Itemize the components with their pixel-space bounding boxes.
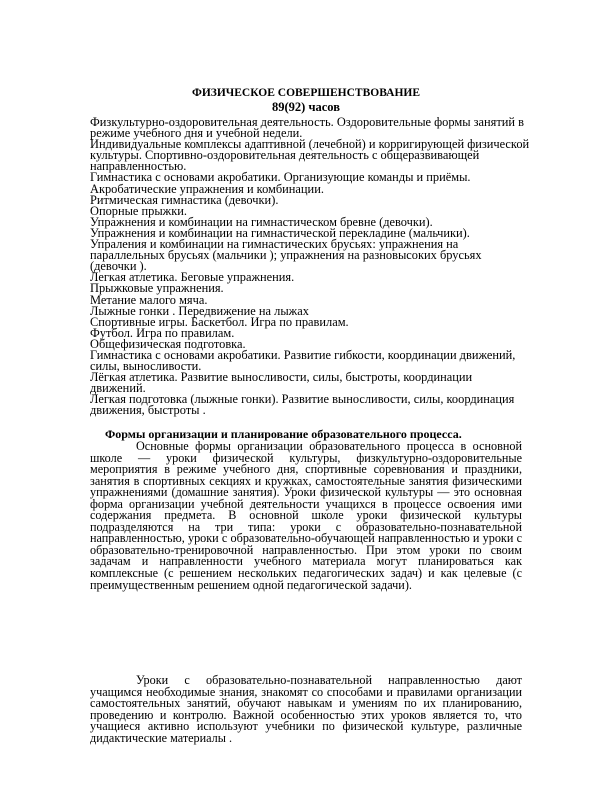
list-item: Упражнения и комбинации на гимнастической перекладине (мальчики). [90, 225, 470, 240]
list-item: Индивидуальные комплексы адаптивной (лечебной) и корригирующей физической культуры. Спортивно-оздоровительная деятельность с общеразвивающей направленностью. [90, 137, 530, 174]
list-item: Гимнастика с основами акробатики. Развитие гибкости, координации движений, силы, выносливости. [90, 347, 516, 374]
list-item: Лыжные гонки . Передвижение на лыжах [90, 303, 309, 318]
document-title: ФИЗИЧЕСКОЕ СОВЕРШЕНСТВОВАНИЕ [191, 87, 421, 99]
list-item: Метание малого мяча. [90, 292, 208, 307]
list-item: Лёгкая атлетика. Развитие выносливости, силы, быстроты, координации движений. [90, 370, 473, 396]
list-item: Упражнения и комбинации на гимнастическом бревне (девочки). [90, 214, 433, 229]
list-item: Общефизическая подготовка. [90, 336, 246, 351]
list-item: Легкая подготовка (лыжные гонки). Развитие выносливости, силы, координация движения, быстроты . [90, 392, 515, 418]
list-item: Опорные прыжки. [90, 203, 187, 218]
list-item: Ритмическая гимнастика (девочки). [90, 192, 279, 207]
list-item: Футбол. Игра по правилам. [90, 325, 235, 340]
list-item: Прыжковые упражнения. [90, 281, 224, 296]
section-heading: Формы организации и планирование образовательного процесса. [105, 427, 462, 441]
list-item: Легкая атлетика. Беговые упражнения. [90, 270, 295, 285]
body-paragraph: Уроки с образовательно-познавательной направленностью дают учащимся необходимые знания, знакомят со способами и правилами организации самостоятельных занятий, обучают навыкам и умениям по их планированию, проведению и контролю. Важной особенностью этих уроков является то, что учащиеся активно используют учебники по физической культуре, различные дидактические материалы . [90, 673, 522, 745]
list-item: Акробатические упражнения и комбинации. [90, 181, 324, 196]
list-item: Спортивные игры. Баскетбол. Игра по правилам. [90, 314, 349, 329]
list-item: Физкультурно-оздоровительная деятельность. Оздоровительные формы занятий в режиме учебного дня и учебной недели. [90, 115, 524, 141]
list-item: Упраления и комбинации на гимнастических брусьях: упражнения на параллельных брусьях (мальчики ); упражнения на разновысоких брусьях (девочки ). [90, 237, 482, 274]
body-paragraph: Основные формы организации образовательного процесса в основной школе — уроки физической культуры, физкультурно-оздоровительные мероприятия в режиме учебного дня, спортивные соревнования и праздники, занятия в спортивных секциях и кружках, самостоятельные занятия физическими упражнениями (домашние занятия). Уроки физической культуры — это основная форма организации учебной деятельности учащихся в процессе освоения ими содержания предмета. В основной школе уроки физической культуры подразделяются на три типа: уроки с образовательно-познавательной направленностью, уроки с образовательно-обучающей направленностью и уроки с образовательно-тренировочной направленностью. При этом уроки по своим задачам и направленности учебного материала могут планироваться как комплексные (с решением нескольких педагогических задач) и как целевые (с преимущественным решением одной педагогической задачи). [90, 439, 522, 592]
list-item: Гимнастика с основами акробатики. Организующие команды и приёмы. [90, 170, 471, 185]
topic-list [90, 117, 530, 417]
document-subtitle: 89(92) часов [272, 100, 340, 114]
